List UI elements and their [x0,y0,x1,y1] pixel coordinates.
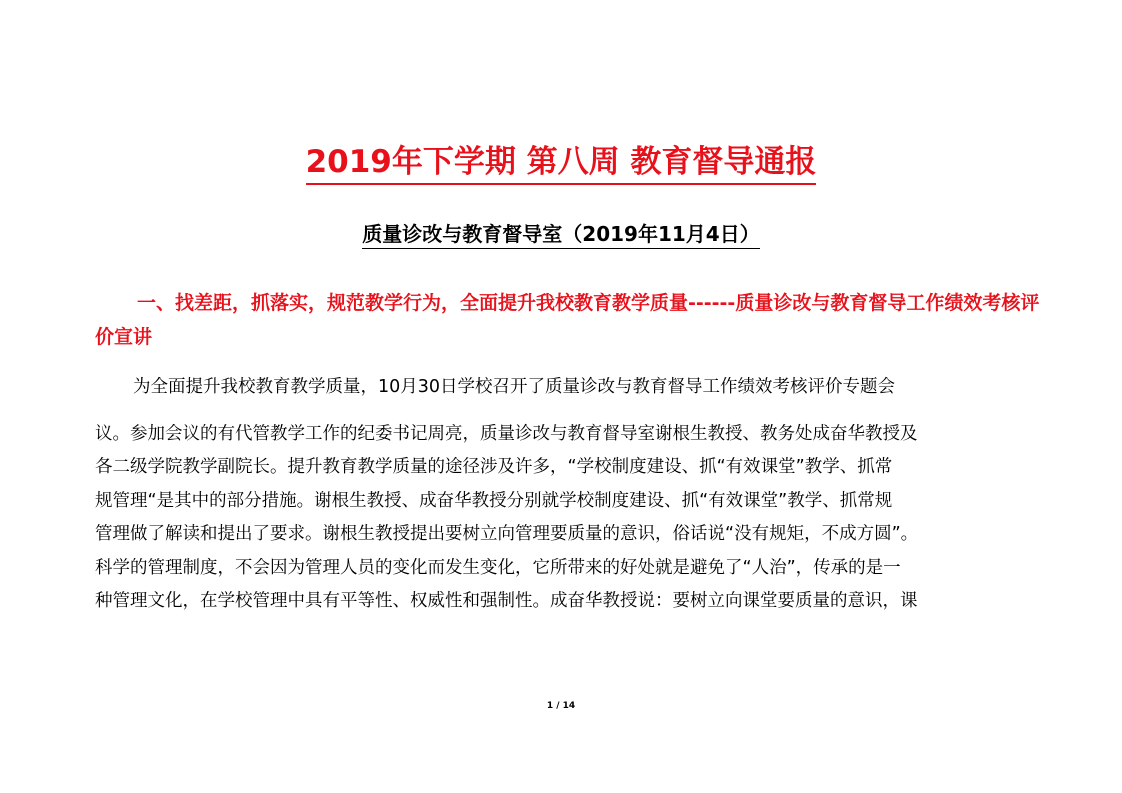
body-line-4: 规管理“是其中的部分措施。谢根生教授、成奋华教授分别就学校制度建设、抓“有效课堂”教学、抓常规 [95,491,893,511]
document-title-text: 2019年下学期 第八周 教育督导通报 [306,142,817,185]
body-line-6: 科学的管理制度，不会因为管理人员的变化而发生变化，它所带来的好处就是避免了“人治”，传承的是一 [95,558,901,578]
body-line-5: 管理做了解读和提出了要求。谢根生教授提出要树立向管理要质量的意识，俗话说“没有规矩，不成方圆”。 [95,524,919,544]
document-subtitle [0,219,1122,249]
body-line-2: 议。参加会议的有代管教学工作的纪委书记周亮，质量诊改与教育督导室谢根生教授、教务处成奋华教授及 [95,424,918,444]
page-number: 1 / 14 [546,701,576,711]
body-line-1: 为全面提升我校教育教学质量，10月30日学校召开了质量诊改与教育督导工作绩效考核评价专题会 [133,377,896,397]
section-heading: 一、找差距，抓落实，规范教学行为，全面提升我校教育教学质量------质量诊改与教育督导工作绩效考核评价宣讲 [95,292,1040,348]
document-title [0,140,1122,185]
body-line-3: 各二级学院教学副院长。提升教育教学质量的途径涉及许多，“学校制度建设、抓“有效课堂”教学、抓常 [95,457,893,477]
document-subtitle-text: 质量诊改与教育督导室（2019年11月4日） [362,220,759,249]
body-line-7: 种管理文化，在学校管理中具有平等性、权威性和强制性。成奋华教授说：要树立向课堂要质量的意识，课 [95,591,918,611]
